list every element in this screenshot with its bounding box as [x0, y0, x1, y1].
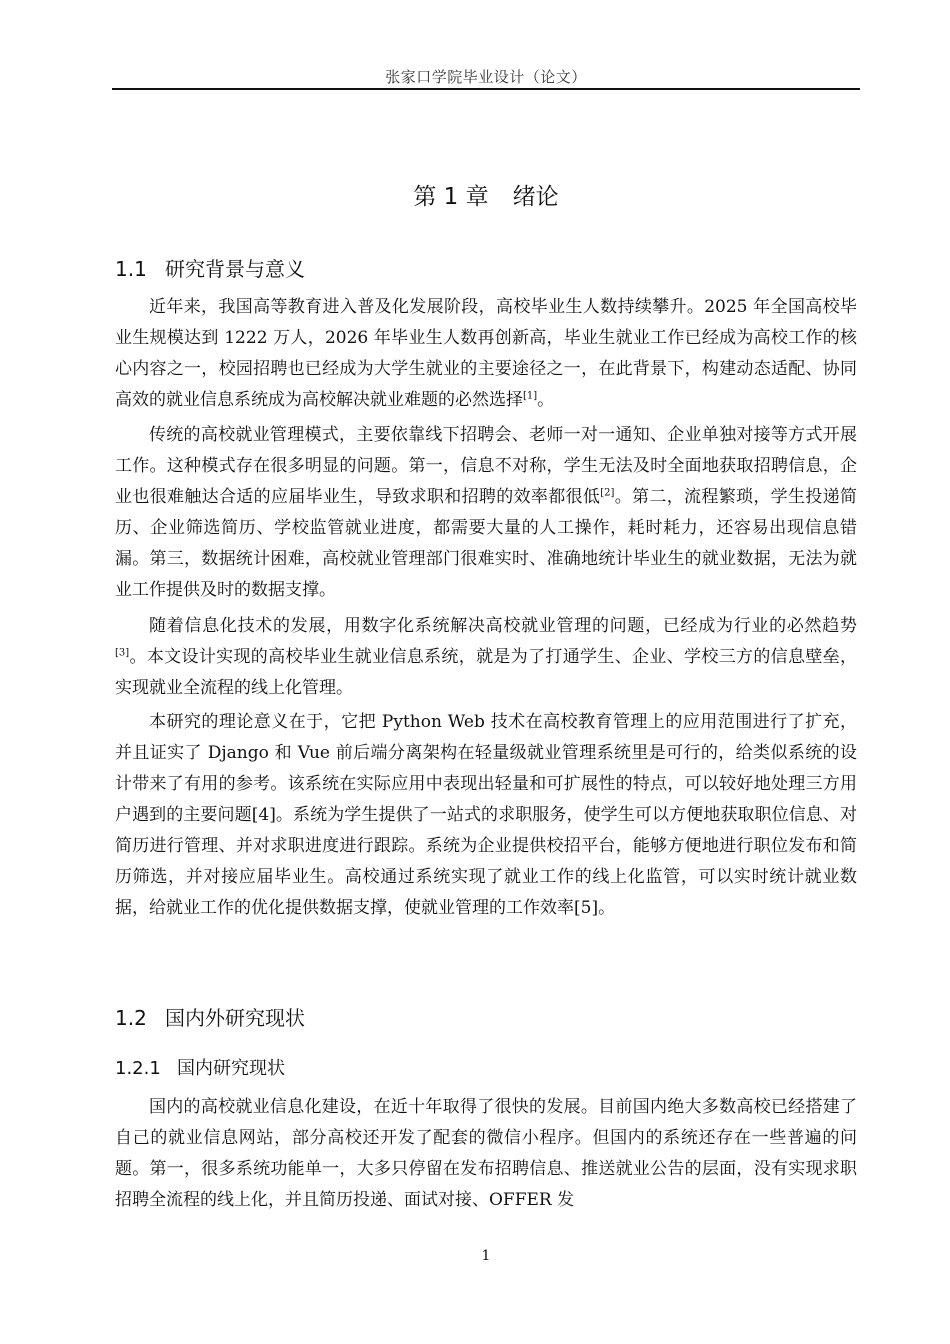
citation: [2] [600, 487, 615, 499]
subsection-title: 国内研究现状 [177, 1058, 285, 1079]
paragraph-text: 。第二，流程繁琐，学生投递简历、企业筛选简历、学校监管就业进度，都需要大量的人工操作，耗时耗力，还容易出现信息错漏。第三，数据统计困难，高校就业管理部门很难实时、准确地统计毕业生的就业数据，无法为就业工作提供及时的数据支撑。 [115, 487, 857, 600]
paragraph-text: 。本文设计实现的高校毕业生就业信息系统，就是为了打通学生、企业、学校三方的信息壁垒，实现就业全流程的线上化管理。 [115, 647, 857, 698]
paragraph-text: 近年来，我国高等教育进入普及化发展阶段，高校毕业生人数持续攀升。2025 年全国高校毕业生规模达到 1222 万人，2026 年毕业生人数再创新高，毕业生就业工作已经成为高校工作的核心内容之一，校园招聘也已经成为大学生就业的主要途径之一，在此背景下，构建动态适配、协同高效的就业信息系统成为高校解决就业难题的必然选择 [115, 297, 857, 410]
section-heading-1-2 [115, 1002, 305, 1031]
page-number: 1 [481, 1248, 491, 1264]
section-number: 1.1 [115, 257, 147, 281]
header-rule [112, 88, 860, 90]
running-header: 张家口学院毕业设计（论文） [385, 68, 587, 86]
paragraph-2 [115, 420, 857, 606]
citation: [1] [523, 390, 538, 402]
paragraph-3 [115, 611, 857, 704]
paragraph-text: 。 [537, 390, 555, 410]
citation: [3] [115, 647, 130, 659]
paragraph-4: 本研究的理论意义在于，它把 Python Web 技术在高校教育管理上的应用范围进行了扩充，并且证实了 Django 和 Vue 前后端分离架构在轻量级就业管理系统里是可行的，给类似系统的设计带来了有用的参考。该系统在实际应用中表现出轻量和可扩展性的特点，可以较好地处理三方用户遇到的主要问题[4]。系统为学生提供了一站式的求职服务，使学生可以方便地获取职位信息、对简历进行管理、并对求职进度进行跟踪。系统为企业提供校招平台，能够方便地进行职位发布和简历筛选，并对接应届毕业生。高校通过系统实现了就业工作的线上化监管，可以实时统计就业数据，给就业工作的优化提供数据支撑，使就业管理的工作效率[5]。 [115, 712, 857, 918]
paragraph-text: 随着信息化技术的发展，用数字化系统解决高校就业管理的问题，已经成为行业的必然趋势 [149, 616, 857, 636]
section-heading-1-1 [115, 253, 305, 282]
section-title: 国内外研究现状 [165, 1006, 305, 1030]
paragraph-5: 国内的高校就业信息化建设，在近十年取得了很快的发展。目前国内绝大多数高校已经搭建了自己的就业信息网站，部分高校还开发了配套的微信小程序。但国内的系统还存在一些普遍的问题。第一，很多系统功能单一，大多只停留在发布招聘信息、推送就业公告的层面，没有实现求职招聘全流程的线上化，并且简历投递、面试对接、OFFER 发 [115, 1097, 857, 1210]
paragraph-1 [115, 292, 857, 416]
section-number: 1.2 [115, 1006, 147, 1030]
subsection-heading-1-2-1 [115, 1054, 285, 1080]
chapter-heading [112, 178, 860, 211]
chapter-title: 绪论 [512, 184, 559, 210]
section-title: 研究背景与意义 [165, 257, 305, 281]
subsection-number: 1.2.1 [115, 1058, 161, 1079]
chapter-number: 第 1 章 [413, 184, 489, 210]
paragraph-text: 传统的高校就业管理模式，主要依靠线下招聘会、老师一对一通知、企业单独对接等方式开展工作。这种模式存在很多明显的问题。第一，信息不对称，学生无法及时全面地获取招聘信息，企业也很难触达合适的应届毕业生，导致求职和招聘的效率都很低 [115, 425, 857, 507]
